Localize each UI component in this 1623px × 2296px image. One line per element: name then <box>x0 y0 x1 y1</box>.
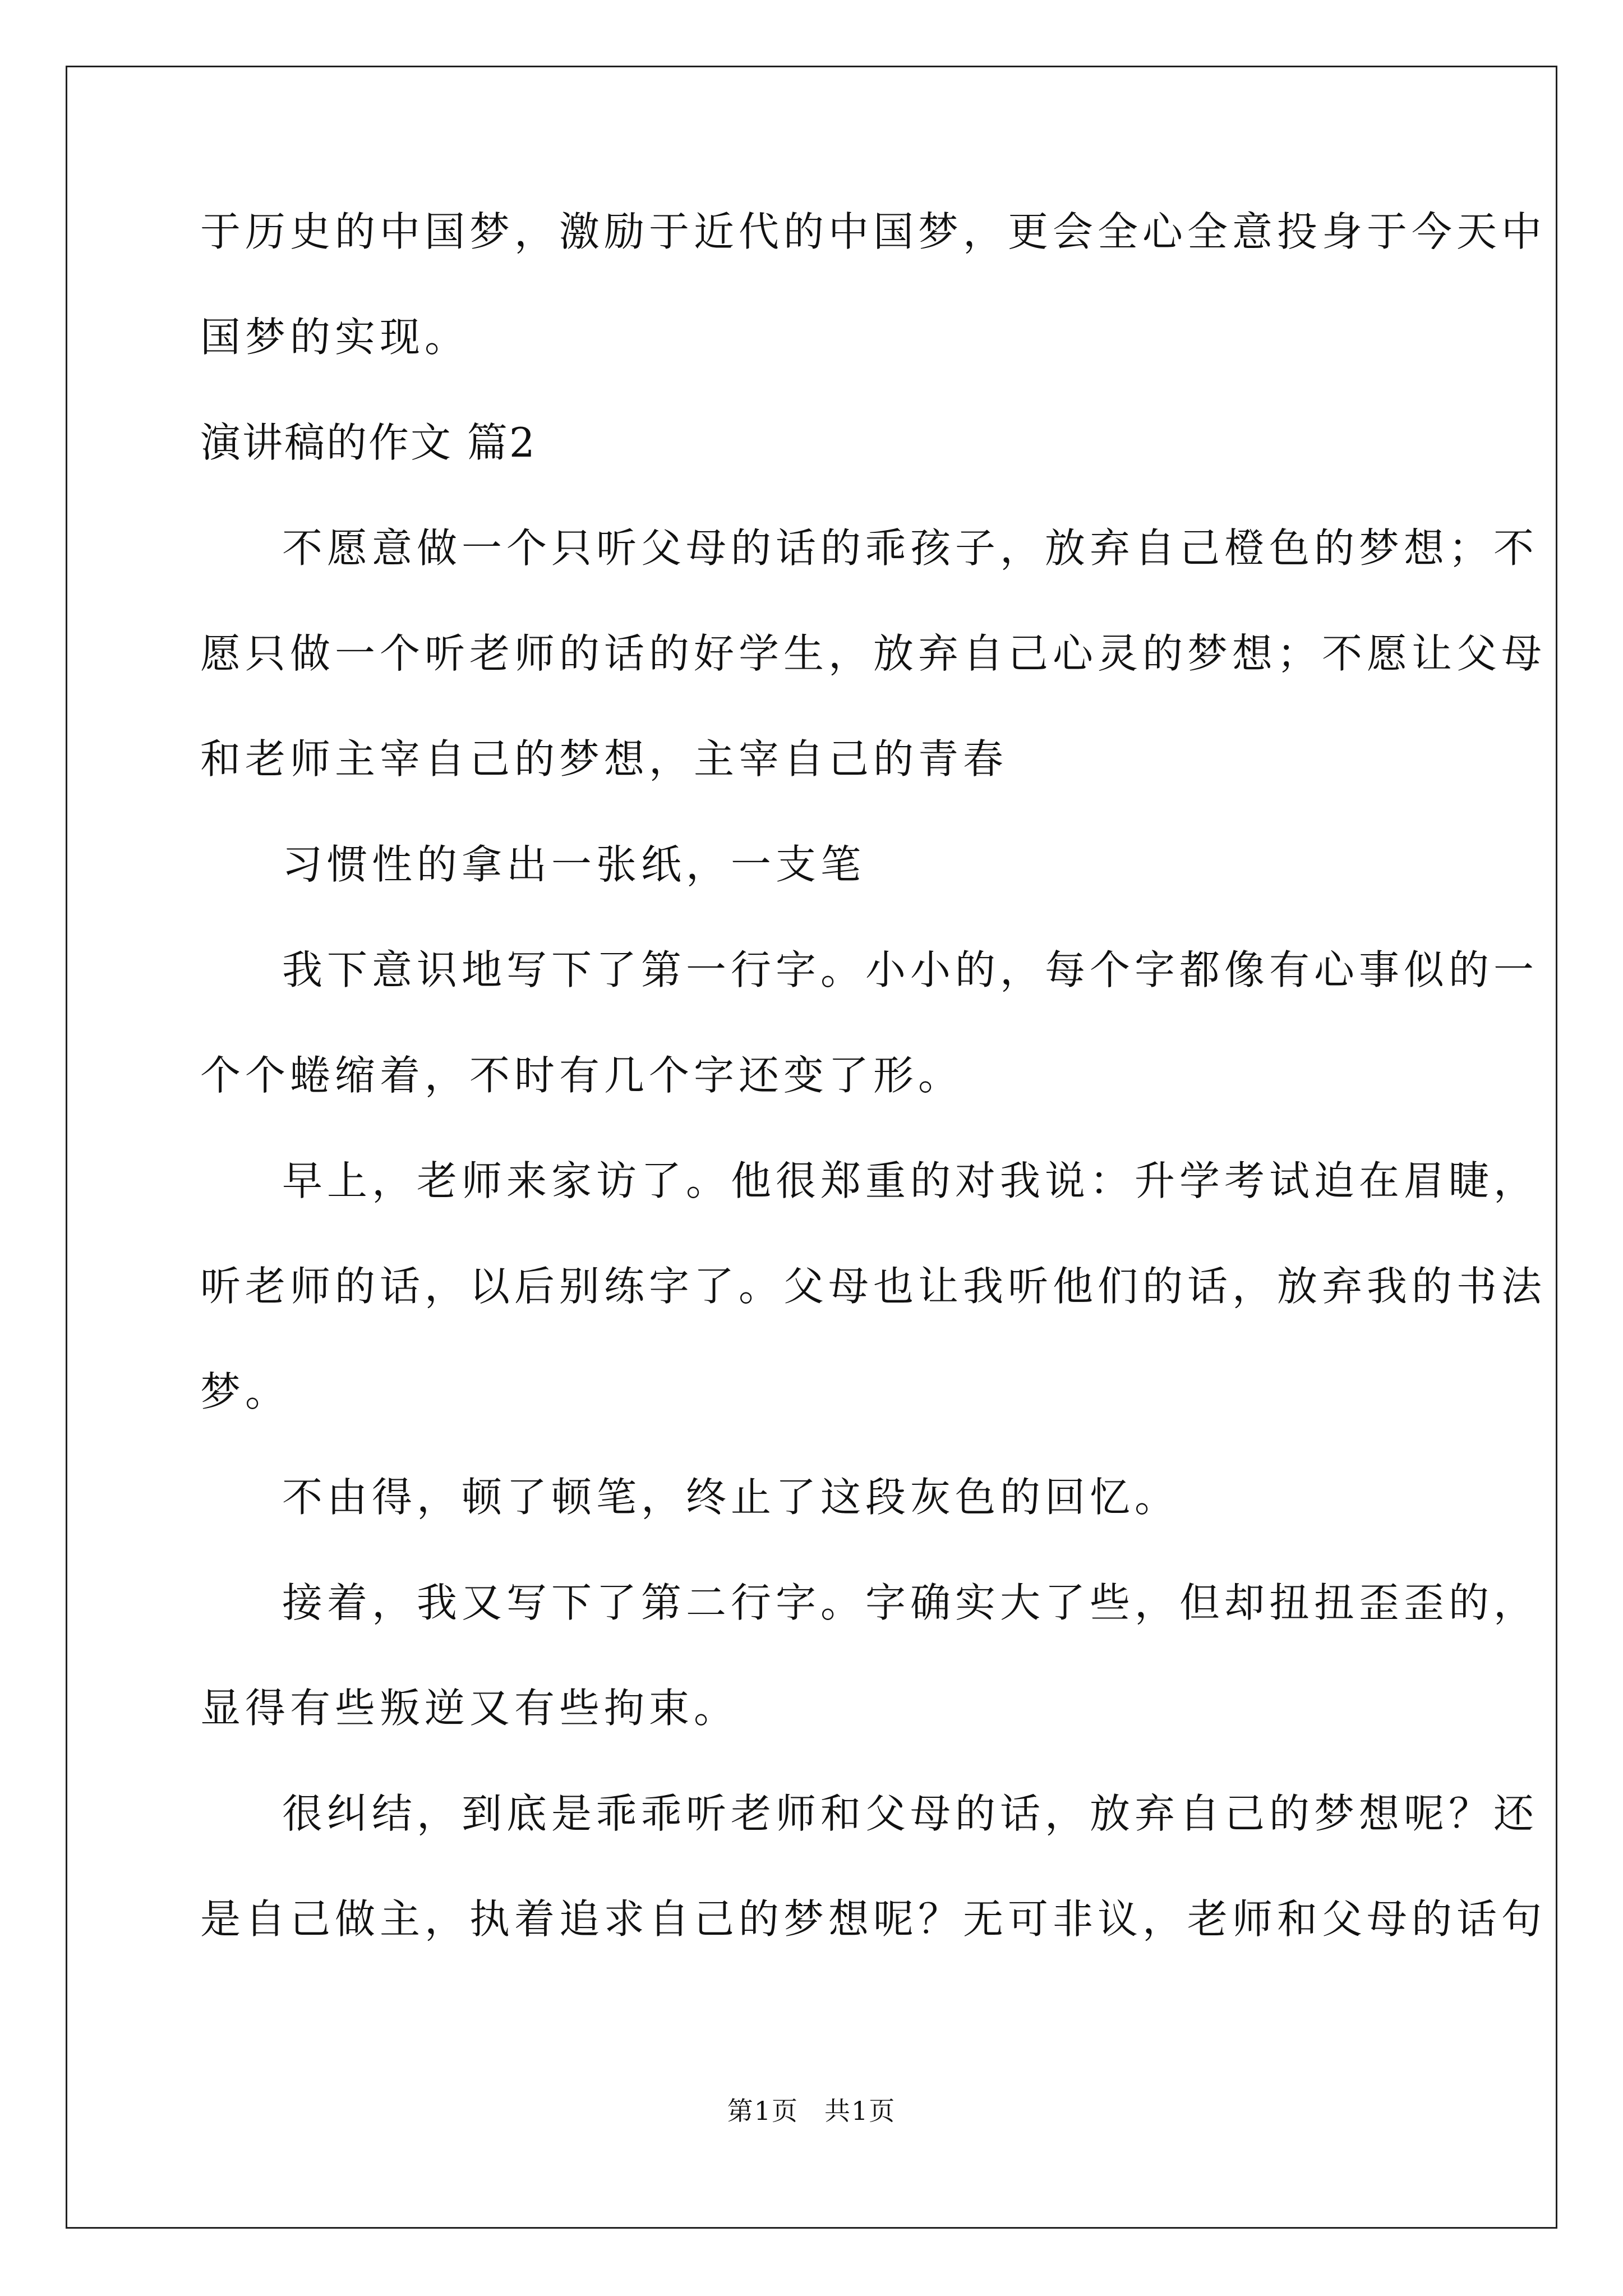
text-line: 接着，我又写下了第二行字。字确实大了些，但却扭扭歪歪的， <box>282 1579 1539 1626</box>
text-line: 不由得，顿了顿笔，终止了这段灰色的回忆。 <box>282 1474 1180 1521</box>
text-line: 不愿意做一个只听父母的话的乖孩子，放弃自己橙色的梦想；不 <box>282 524 1539 572</box>
page-total: 共1页 <box>824 2096 896 2126</box>
paragraph <box>200 1789 1547 1943</box>
page-footer <box>0 2095 1623 2127</box>
text-line: 和老师主宰自己的梦想，主宰自己的青春 <box>200 735 1008 783</box>
text-line: 国梦的实现。 <box>200 314 470 361</box>
text-line: 我下意识地写下了第一行字。小小的，每个字都像有心事似的一 <box>282 946 1539 993</box>
page-number: 第1页 <box>727 2096 799 2126</box>
text-line: 听老师的话，以后别练字了。父母也让我听他们的话，放弃我的书法 <box>200 1263 1547 1310</box>
text-line: 早上，老师来家访了。他很郑重的对我说：升学考试迫在眉睫， <box>282 1157 1539 1204</box>
paragraph <box>200 1579 1539 1732</box>
heading-text: 演讲稿的作文 篇2 <box>200 419 537 466</box>
paragraph <box>200 1157 1547 1416</box>
text-line: 梦。 <box>200 1368 291 1415</box>
paragraph <box>200 946 1539 1099</box>
paragraph <box>200 208 1547 361</box>
paragraph <box>200 524 1547 783</box>
text-line: 习惯性的拿出一张纸，一支笔 <box>282 841 866 888</box>
text-line: 愿只做一个听老师的话的好学生，放弃自己心灵的梦想；不愿让父母 <box>200 630 1547 677</box>
text-line: 于历史的中国梦，激励于近代的中国梦，更会全心全意投身于今天中 <box>200 208 1547 255</box>
text-line: 个个蜷缩着，不时有几个字还变了形。 <box>200 1052 963 1099</box>
paragraph <box>200 1473 1428 1521</box>
text-line: 很纠结，到底是乖乖听老师和父母的话，放弃自己的梦想呢？还 <box>282 1790 1539 1837</box>
text-line: 是自己做主，执着追求自己的梦想呢？无可非议，老师和父母的话句 <box>200 1895 1547 1943</box>
text-line: 显得有些叛逆又有些拘束。 <box>200 1685 739 1732</box>
paragraph <box>200 840 1428 889</box>
document-body <box>200 208 1547 2000</box>
section-heading <box>200 418 1428 467</box>
